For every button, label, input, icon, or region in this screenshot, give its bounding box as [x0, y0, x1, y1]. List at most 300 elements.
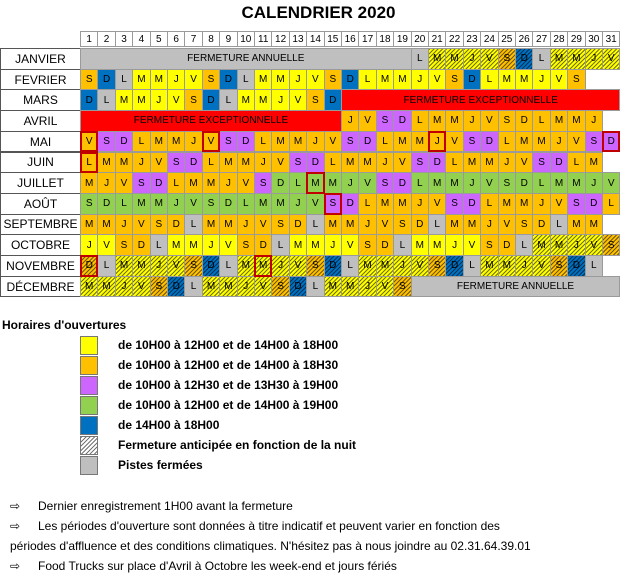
day-cell: J: [393, 255, 411, 277]
day-cell: V: [306, 193, 324, 215]
legend-swatch: [80, 336, 98, 355]
month-label: AOÛT: [0, 193, 81, 215]
day-number-28: 28: [550, 31, 568, 47]
day-cell: M: [132, 255, 150, 277]
day-cell: D: [237, 131, 255, 153]
day-cell: M: [254, 193, 272, 215]
legend-label: Pistes fermées: [118, 458, 203, 472]
day-cell: S: [498, 172, 516, 194]
day-cell: S: [237, 234, 255, 256]
day-cell: D: [167, 214, 185, 236]
day-cell: M: [254, 255, 272, 277]
day-cell: S: [376, 110, 394, 132]
day-cell: M: [289, 234, 307, 256]
day-cell: S: [184, 255, 202, 277]
day-cell: D: [202, 255, 220, 277]
day-cell: S: [498, 110, 516, 132]
day-cell: M: [445, 214, 463, 236]
day-cell: V: [167, 255, 185, 277]
legend-label: de 14H00 à 18H00: [118, 418, 220, 432]
day-cell: L: [219, 255, 237, 277]
day-cell: M: [498, 193, 516, 215]
day-cell: M: [515, 69, 533, 91]
day-cell: S: [585, 131, 603, 153]
day-number-6: 6: [167, 31, 185, 47]
day-cell: L: [97, 255, 115, 277]
day-cell: M: [219, 152, 237, 174]
day-cell: M: [532, 234, 550, 256]
day-cell: M: [202, 172, 220, 194]
day-cell: J: [411, 193, 429, 215]
day-cell: L: [271, 234, 289, 256]
day-cell: V: [376, 276, 394, 298]
day-number-18: 18: [376, 31, 394, 47]
day-cell: M: [202, 214, 220, 236]
day-cell: V: [324, 131, 342, 153]
day-cell: J: [463, 172, 481, 194]
day-number-1: 1: [80, 31, 98, 47]
day-cell: M: [184, 234, 202, 256]
day-cell: V: [80, 131, 98, 153]
day-cell: M: [254, 89, 272, 111]
month-label: MARS: [0, 89, 81, 111]
day-cell: M: [428, 234, 446, 256]
day-cell: V: [184, 69, 202, 91]
day-cell: M: [115, 89, 133, 111]
legend-swatch: [80, 376, 98, 395]
day-number-20: 20: [411, 31, 429, 47]
day-cell: J: [150, 255, 168, 277]
day-cell: L: [289, 172, 307, 194]
day-cell: L: [306, 276, 324, 298]
day-cell: L: [515, 234, 533, 256]
day-cell: M: [324, 172, 342, 194]
day-cell: J: [428, 131, 446, 153]
day-cell: D: [463, 193, 481, 215]
day-cell: M: [115, 255, 133, 277]
day-cell: V: [445, 131, 463, 153]
day-number-26: 26: [515, 31, 533, 47]
day-number-5: 5: [150, 31, 168, 47]
legend-title: Horaires d'ouvertures: [2, 318, 127, 332]
day-number-3: 3: [115, 31, 133, 47]
day-cell: M: [219, 214, 237, 236]
day-cell: M: [167, 131, 185, 153]
day-cell: L: [237, 69, 255, 91]
day-cell: S: [324, 69, 342, 91]
legend-swatch: [80, 436, 98, 455]
day-cell: M: [358, 152, 376, 174]
day-cell: V: [132, 214, 150, 236]
day-cell: J: [150, 89, 168, 111]
day-cell: J: [463, 48, 481, 70]
day-cell: D: [115, 131, 133, 153]
day-cell: V: [115, 172, 133, 194]
day-cell: S: [411, 152, 429, 174]
day-cell: L: [358, 193, 376, 215]
legend-label: Fermeture anticipée en fonction de la nuit: [118, 438, 357, 452]
day-cell: J: [358, 214, 376, 236]
closure-band: FERMETURE ANNUELLE: [411, 276, 621, 298]
day-cell: M: [167, 234, 185, 256]
day-cell: D: [498, 234, 516, 256]
day-cell: M: [463, 152, 481, 174]
day-cell: L: [532, 172, 550, 194]
day-cell: L: [80, 152, 98, 174]
day-cell: V: [202, 131, 220, 153]
day-cell: D: [445, 255, 463, 277]
day-cell: V: [167, 89, 185, 111]
month-label: OCTOBRE: [0, 234, 81, 256]
day-cell: L: [411, 48, 429, 70]
day-cell: S: [428, 255, 446, 277]
day-cell: J: [358, 276, 376, 298]
day-cell: L: [254, 131, 272, 153]
day-cell: M: [445, 48, 463, 70]
day-cell: S: [306, 255, 324, 277]
note-last-entry: ⇨ Dernier enregistrement 1H00 avant la fermeture: [10, 499, 293, 513]
month-label: JUILLET: [0, 172, 81, 194]
day-cell: J: [184, 131, 202, 153]
day-cell: M: [428, 48, 446, 70]
day-cell: L: [132, 131, 150, 153]
day-cell: M: [445, 110, 463, 132]
month-label: MAI: [0, 131, 81, 153]
day-cell: D: [80, 255, 98, 277]
day-cell: J: [567, 234, 585, 256]
day-cell: S: [150, 276, 168, 298]
day-cell: M: [324, 276, 342, 298]
day-cell: M: [515, 193, 533, 215]
day-number-12: 12: [271, 31, 289, 47]
legend-swatch: [80, 356, 98, 375]
day-cell: S: [132, 172, 150, 194]
day-cell: J: [532, 69, 550, 91]
day-cell: L: [237, 193, 255, 215]
day-cell: L: [97, 89, 115, 111]
day-cell: D: [150, 172, 168, 194]
day-cell: M: [428, 110, 446, 132]
day-cell: S: [289, 152, 307, 174]
day-cell: J: [445, 234, 463, 256]
day-cell: M: [80, 172, 98, 194]
day-cell: L: [411, 110, 429, 132]
day-cell: D: [602, 131, 620, 153]
day-cell: J: [341, 172, 359, 194]
day-cell: L: [324, 152, 342, 174]
day-cell: D: [184, 152, 202, 174]
day-cell: M: [97, 214, 115, 236]
day-cell: J: [324, 234, 342, 256]
day-number-8: 8: [202, 31, 220, 47]
day-cell: M: [567, 48, 585, 70]
day-cell: L: [445, 152, 463, 174]
day-cell: M: [219, 276, 237, 298]
legend-label: de 10H00 à 12H00 et de 14H00 à 18H30: [118, 358, 339, 372]
day-cell: V: [515, 152, 533, 174]
day-cell: J: [97, 172, 115, 194]
day-cell: M: [115, 152, 133, 174]
day-cell: S: [324, 193, 342, 215]
day-cell: V: [97, 234, 115, 256]
day-number-30: 30: [585, 31, 603, 47]
day-cell: S: [271, 214, 289, 236]
day-cell: V: [289, 255, 307, 277]
day-cell: M: [306, 234, 324, 256]
day-cell: V: [480, 48, 498, 70]
day-cell: M: [498, 69, 516, 91]
day-number-22: 22: [445, 31, 463, 47]
day-cell: S: [602, 234, 620, 256]
day-cell: M: [271, 193, 289, 215]
day-cell: D: [515, 110, 533, 132]
day-cell: M: [271, 69, 289, 91]
day-cell: V: [428, 69, 446, 91]
day-cell: M: [550, 48, 568, 70]
day-cell: M: [80, 276, 98, 298]
day-cell: M: [550, 234, 568, 256]
day-cell: S: [341, 131, 359, 153]
day-cell: M: [289, 131, 307, 153]
day-number-17: 17: [358, 31, 376, 47]
day-cell: M: [237, 152, 255, 174]
day-cell: M: [237, 89, 255, 111]
day-cell: V: [150, 152, 168, 174]
day-cell: V: [219, 234, 237, 256]
day-cell: D: [567, 255, 585, 277]
day-cell: S: [393, 214, 411, 236]
day-number-14: 14: [306, 31, 324, 47]
legend-swatch: [80, 396, 98, 415]
day-cell: V: [532, 255, 550, 277]
day-cell: J: [132, 152, 150, 174]
day-cell: D: [132, 234, 150, 256]
day-cell: L: [115, 193, 133, 215]
day-cell: V: [602, 172, 620, 194]
day-cell: M: [132, 89, 150, 111]
note-food-trucks: ⇨ Food Trucks sur place d'Avril à Octobre les week-end et jours fériés: [10, 559, 397, 573]
day-number-23: 23: [463, 31, 481, 47]
day-cell: V: [254, 214, 272, 236]
day-cell: V: [480, 172, 498, 194]
day-cell: D: [428, 152, 446, 174]
day-cell: J: [306, 131, 324, 153]
day-cell: M: [411, 234, 429, 256]
day-cell: S: [80, 69, 98, 91]
day-cell: D: [463, 69, 481, 91]
day-cell: S: [376, 172, 394, 194]
day-cell: M: [271, 131, 289, 153]
month-label: SEPTEMBRE: [0, 214, 81, 236]
day-cell: J: [532, 193, 550, 215]
day-cell: V: [498, 214, 516, 236]
day-cell: D: [585, 193, 603, 215]
calendar-title: CALENDRIER 2020: [241, 3, 396, 22]
day-cell: S: [271, 276, 289, 298]
day-cell: D: [254, 234, 272, 256]
note-indicative-periods: ⇨ Les périodes d'ouverture sont données à titre indicatif et peuvent varier en fonction des: [10, 519, 500, 533]
day-cell: L: [411, 172, 429, 194]
day-cell: D: [393, 172, 411, 194]
month-label: NOVEMBRE: [0, 255, 81, 277]
day-number-31: 31: [602, 31, 620, 47]
day-cell: D: [202, 89, 220, 111]
day-cell: M: [254, 69, 272, 91]
day-cell: M: [150, 131, 168, 153]
day-cell: M: [567, 214, 585, 236]
day-cell: J: [115, 214, 133, 236]
day-cell: J: [585, 110, 603, 132]
day-cell: S: [393, 276, 411, 298]
day-cell: M: [202, 276, 220, 298]
day-cell: D: [532, 214, 550, 236]
day-cell: J: [254, 152, 272, 174]
day-cell: M: [567, 172, 585, 194]
day-number-24: 24: [480, 31, 498, 47]
day-cell: M: [341, 214, 359, 236]
day-cell: D: [376, 234, 394, 256]
day-cell: L: [463, 255, 481, 277]
day-cell: J: [237, 214, 255, 236]
day-cell: S: [445, 193, 463, 215]
day-cell: S: [358, 234, 376, 256]
day-cell: D: [341, 69, 359, 91]
day-cell: L: [115, 69, 133, 91]
day-number-4: 4: [132, 31, 150, 47]
day-cell: L: [150, 234, 168, 256]
day-cell: V: [376, 214, 394, 236]
day-cell: J: [289, 193, 307, 215]
day-cell: L: [393, 234, 411, 256]
legend-swatch: [80, 456, 98, 475]
day-cell: D: [324, 89, 342, 111]
day-cell: J: [219, 172, 237, 194]
day-cell: D: [515, 48, 533, 70]
day-cell: L: [498, 131, 516, 153]
month-label: FEVRIER: [0, 69, 81, 91]
day-cell: V: [254, 276, 272, 298]
day-cell: D: [550, 152, 568, 174]
day-cell: L: [341, 255, 359, 277]
month-label: DÉCEMBRE: [0, 276, 81, 298]
day-number-29: 29: [567, 31, 585, 47]
day-cell: L: [306, 214, 324, 236]
day-cell: D: [306, 152, 324, 174]
day-cell: S: [167, 152, 185, 174]
day-cell: V: [289, 89, 307, 111]
day-cell: V: [585, 234, 603, 256]
day-cell: D: [97, 69, 115, 91]
arrow-icon: ⇨: [10, 559, 21, 573]
day-cell: S: [567, 69, 585, 91]
day-cell: S: [463, 131, 481, 153]
day-number-7: 7: [184, 31, 202, 47]
day-cell: D: [271, 172, 289, 194]
closure-band: FERMETURE ANNUELLE: [80, 48, 412, 70]
day-cell: M: [97, 152, 115, 174]
day-cell: M: [532, 131, 550, 153]
day-cell: V: [428, 193, 446, 215]
day-number-15: 15: [324, 31, 342, 47]
day-cell: S: [480, 234, 498, 256]
day-cell: S: [219, 131, 237, 153]
day-cell: M: [550, 172, 568, 194]
day-cell: D: [219, 69, 237, 91]
day-cell: L: [532, 110, 550, 132]
day-cell: J: [515, 255, 533, 277]
day-cell: L: [585, 255, 603, 277]
day-cell: S: [306, 89, 324, 111]
day-number-11: 11: [254, 31, 272, 47]
day-cell: S: [115, 234, 133, 256]
day-cell: M: [480, 152, 498, 174]
day-cell: S: [445, 69, 463, 91]
day-cell: L: [376, 131, 394, 153]
day-cell: M: [498, 255, 516, 277]
day-cell: J: [271, 89, 289, 111]
day-cell: M: [132, 193, 150, 215]
day-cell: L: [219, 89, 237, 111]
day-cell: M: [585, 214, 603, 236]
day-number-25: 25: [498, 31, 516, 47]
day-cell: J: [289, 69, 307, 91]
day-cell: M: [376, 69, 394, 91]
legend-label: de 10H00 à 12H30 et de 13H30 à 19H00: [118, 378, 339, 392]
day-cell: M: [80, 214, 98, 236]
day-cell: D: [480, 131, 498, 153]
day-cell: D: [289, 276, 307, 298]
day-cell: D: [324, 255, 342, 277]
day-cell: D: [80, 89, 98, 111]
day-cell: V: [602, 48, 620, 70]
legend-label: de 10H00 à 12H00 et de 14H00 à 19H00: [118, 398, 339, 412]
day-cell: J: [115, 276, 133, 298]
day-cell: M: [150, 69, 168, 91]
day-cell: J: [498, 152, 516, 174]
day-cell: M: [411, 131, 429, 153]
day-cell: J: [480, 214, 498, 236]
day-number-19: 19: [393, 31, 411, 47]
day-number-10: 10: [237, 31, 255, 47]
day-cell: L: [167, 172, 185, 194]
day-cell: S: [202, 69, 220, 91]
day-cell: V: [271, 152, 289, 174]
note-indicative-periods-cont: périodes d'affluence et des conditions climatiques. N'hésitez pas à nous joindre au 02.31.64.39.01: [10, 539, 531, 553]
day-cell: M: [376, 255, 394, 277]
day-cell: S: [550, 255, 568, 277]
day-cell: L: [202, 152, 220, 174]
day-cell: M: [184, 172, 202, 194]
day-cell: M: [306, 172, 324, 194]
day-cell: M: [585, 152, 603, 174]
day-cell: D: [358, 131, 376, 153]
day-cell: D: [219, 193, 237, 215]
day-cell: J: [271, 255, 289, 277]
day-cell: J: [585, 48, 603, 70]
day-cell: M: [150, 193, 168, 215]
day-cell: L: [480, 69, 498, 91]
day-cell: S: [254, 172, 272, 194]
arrow-icon: ⇨: [10, 519, 21, 533]
day-cell: V: [358, 172, 376, 194]
day-cell: S: [202, 193, 220, 215]
day-cell: M: [445, 172, 463, 194]
day-cell: S: [184, 89, 202, 111]
day-cell: M: [480, 255, 498, 277]
day-cell: L: [480, 193, 498, 215]
day-number-21: 21: [428, 31, 446, 47]
day-number-2: 2: [97, 31, 115, 47]
